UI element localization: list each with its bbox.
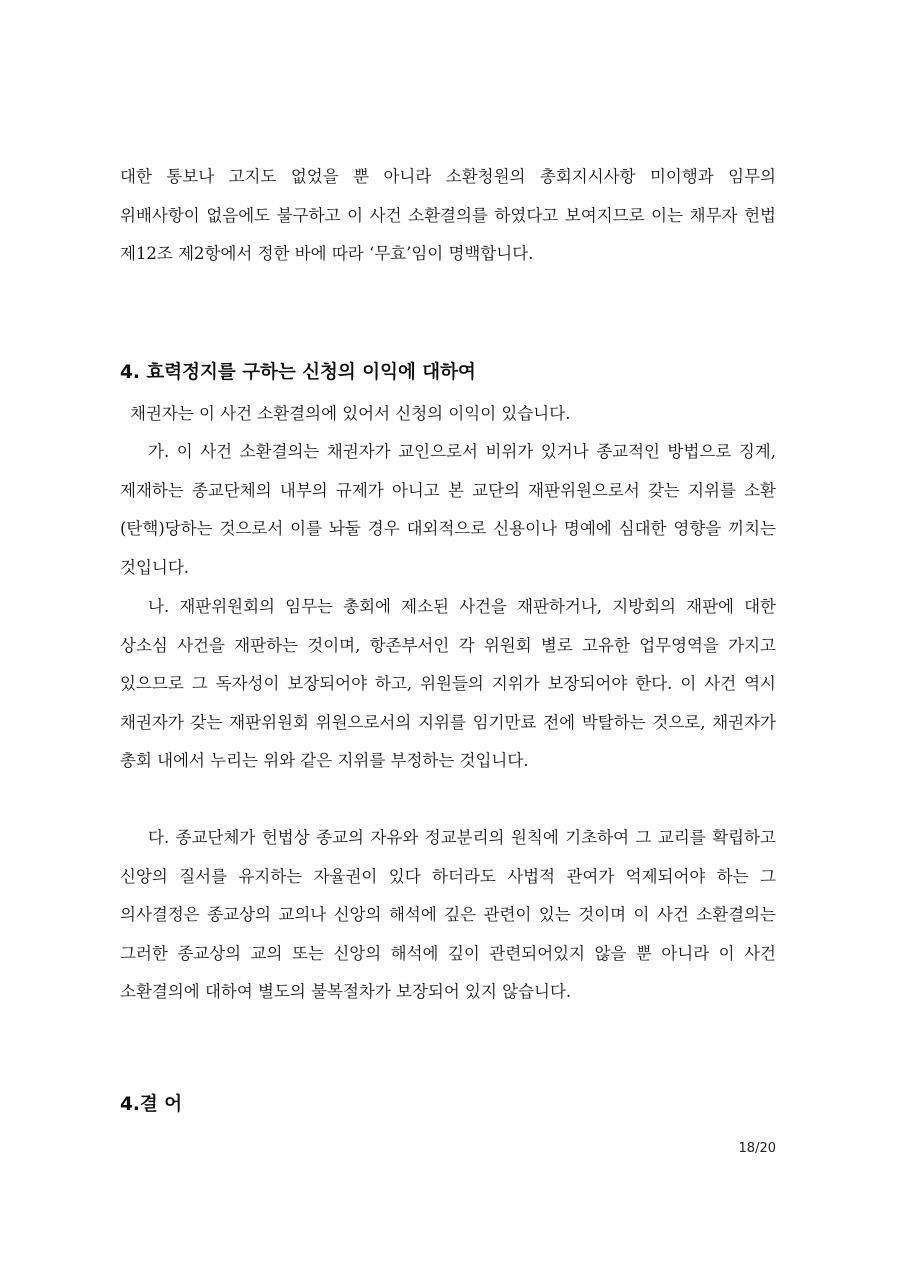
intro-paragraph: 대한 통보나 고지도 없었을 뿐 아니라 소환청원의 총회지시사항 미이행과 임무의 위배사항이 없음에도 불구하고 이 사건 소환결의를 하였다고 보여지므로 이는 채무자 헌법 제12조 제2항에서 정한 바에 따라 ‘무효’임이 명백합니다. [120, 167, 776, 264]
item-na-paragraph: 나. 재판위원회의 임무는 총회에 제소된 사건을 재판하거나, 지방회의 재판에 대한 상소심 사건을 재판하는 것이며, 항존부서인 각 위원회 별로 고유한 업무영역을 가지고 있으므로 그 독자성이 보장되어야 하고, 위원들의 지위가 보장되어야 한다. 이 사건 역시 채권자가 갖는 재판위원회 위원으로서의 지위를 임기만료 전에 박탈하는 것으로, 채권자가 총회 내에서 누리는 위와 같은 지위를 부정하는 것입니다. [120, 597, 776, 771]
section-heading-application-interest: 4. 효력정지를 구하는 신청의 이익에 대하여 [120, 362, 476, 383]
item-ga-paragraph: 가. 이 사건 소환결의는 채권자가 교인으로서 비위가 있거나 종교적인 방법으로 징계,제재하는 종교단체의 내부의 규제가 아니고 본 교단의 재판위원으로서 갖는 지위를 소환(탄핵)당하는 것으로서 이를 놔둘 경우 대외적으로 신용이나 명예에 심대한 영향을 끼치는 것입니다. [120, 442, 776, 577]
item-da-paragraph: 다. 종교단체가 헌법상 종교의 자유와 정교분리의 원칙에 기초하여 그 교리를 확립하고 신앙의 질서를 유지하는 자율권이 있다 하더라도 사법적 관여가 억제되어야 하는 그 의사결정은 종교상의 교의나 신앙의 해석에 깊은 관련이 있는 것이며 이 사건 소환결의는 그러한 종교상의 교의 또는 신앙의 해석에 깊이 관련되어있지 않을 뿐 아니라 이 사건 소환결의에 대하여 별도의 불복절차가 보장되어 있지 않습니다. [120, 828, 776, 1002]
conclusion-heading: 4.결 어 [120, 1094, 183, 1115]
document-page [120, 0, 776, 1265]
section-lead-paragraph: 채권자는 이 사건 소환결의에 있어서 신청의 이익이 있습니다. [130, 404, 571, 423]
page-number: 18/20 [738, 1141, 776, 1156]
